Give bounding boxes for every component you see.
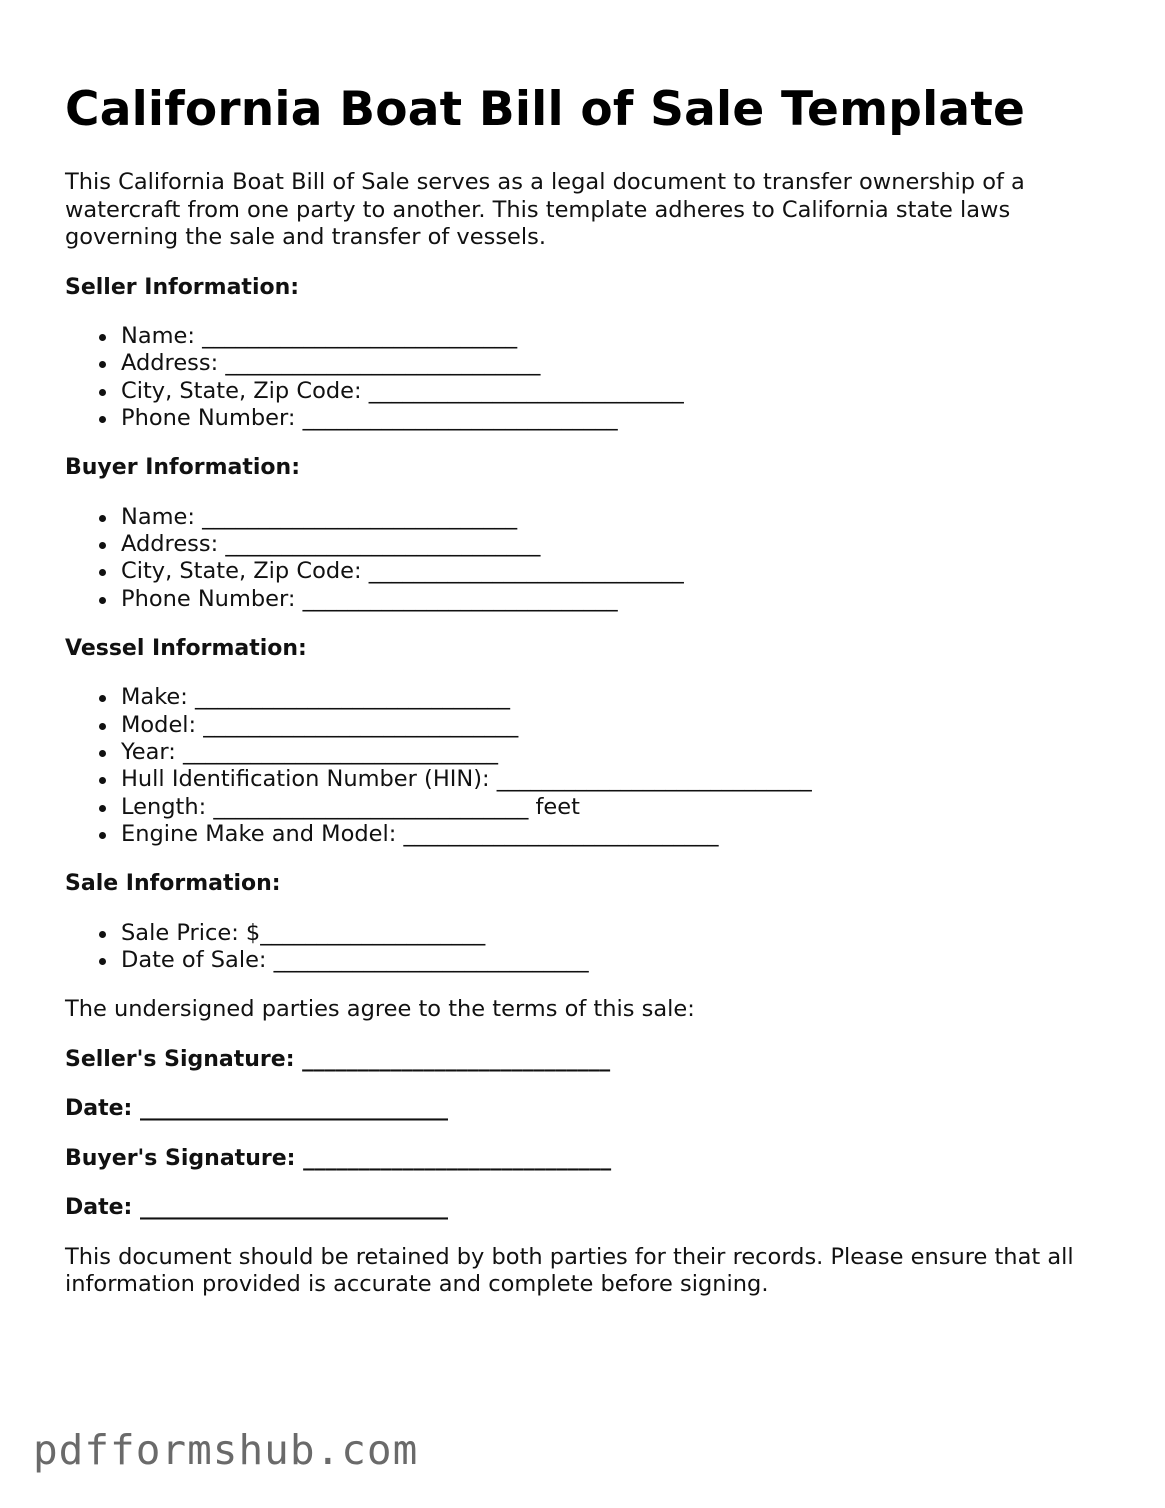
buyer-heading: Buyer Information:	[65, 455, 300, 481]
document-title: California Boat Bill of Sale Template	[65, 82, 1026, 137]
sale-date-field: Date of Sale: ____________________________	[121, 947, 1105, 974]
watermark-text: pdfformshub.com	[33, 1426, 419, 1474]
buyer-city-state-zip-field: City, State, Zip Code: ____________________________	[121, 558, 1105, 585]
intro-paragraph: This California Boat Bill of Sale serves as a legal document to transfer ownership of a watercraft from one party to another. This template adheres to California state laws governing the sale and transfer of vessels.	[65, 169, 1025, 250]
vessel-model-field: Model: ____________________________	[121, 712, 1105, 739]
buyer-name-field: Name: ____________________________	[121, 504, 1105, 531]
vessel-engine-field: Engine Make and Model: ____________________________	[121, 821, 1105, 848]
vessel-make-field: Make: ____________________________	[121, 684, 1105, 711]
sale-heading: Sale Information:	[65, 871, 281, 897]
seller-address-field: Address: ____________________________	[121, 350, 1105, 377]
sale-fields	[65, 920, 1105, 975]
seller-signature-line: Seller's Signature: ____________________________	[65, 1046, 611, 1072]
seller-fields	[65, 323, 1105, 432]
vessel-heading: Vessel Information:	[65, 635, 307, 661]
buyer-date-line: Date: ____________________________	[65, 1195, 449, 1221]
buyer-phone-field: Phone Number: ____________________________	[121, 586, 1105, 613]
vessel-length-field: Length: ____________________________ feet	[121, 794, 1105, 821]
vessel-year-field: Year: ____________________________	[121, 739, 1105, 766]
document-page	[65, 78, 1105, 1299]
seller-phone-field: Phone Number: ____________________________	[121, 405, 1105, 432]
seller-heading: Seller Information:	[65, 274, 300, 300]
buyer-fields	[65, 504, 1105, 613]
seller-city-state-zip-field: City, State, Zip Code: ____________________________	[121, 378, 1105, 405]
sale-price-field: Sale Price: $____________________	[121, 920, 1105, 947]
buyer-signature-line: Buyer's Signature: ____________________________	[65, 1145, 612, 1171]
vessel-hin-field: Hull Identification Number (HIN): ____________________________	[121, 766, 1105, 793]
vessel-fields	[65, 684, 1105, 848]
closing-paragraph: This document should be retained by both parties for their records. Please ensure that all information provided is accurate and complete before signing.	[65, 1243, 1074, 1298]
seller-date-line: Date: ____________________________	[65, 1096, 449, 1122]
buyer-address-field: Address: ____________________________	[121, 531, 1105, 558]
agreement-statement: The undersigned parties agree to the terms of this sale:	[65, 996, 695, 1023]
seller-name-field: Name: ____________________________	[121, 323, 1105, 350]
